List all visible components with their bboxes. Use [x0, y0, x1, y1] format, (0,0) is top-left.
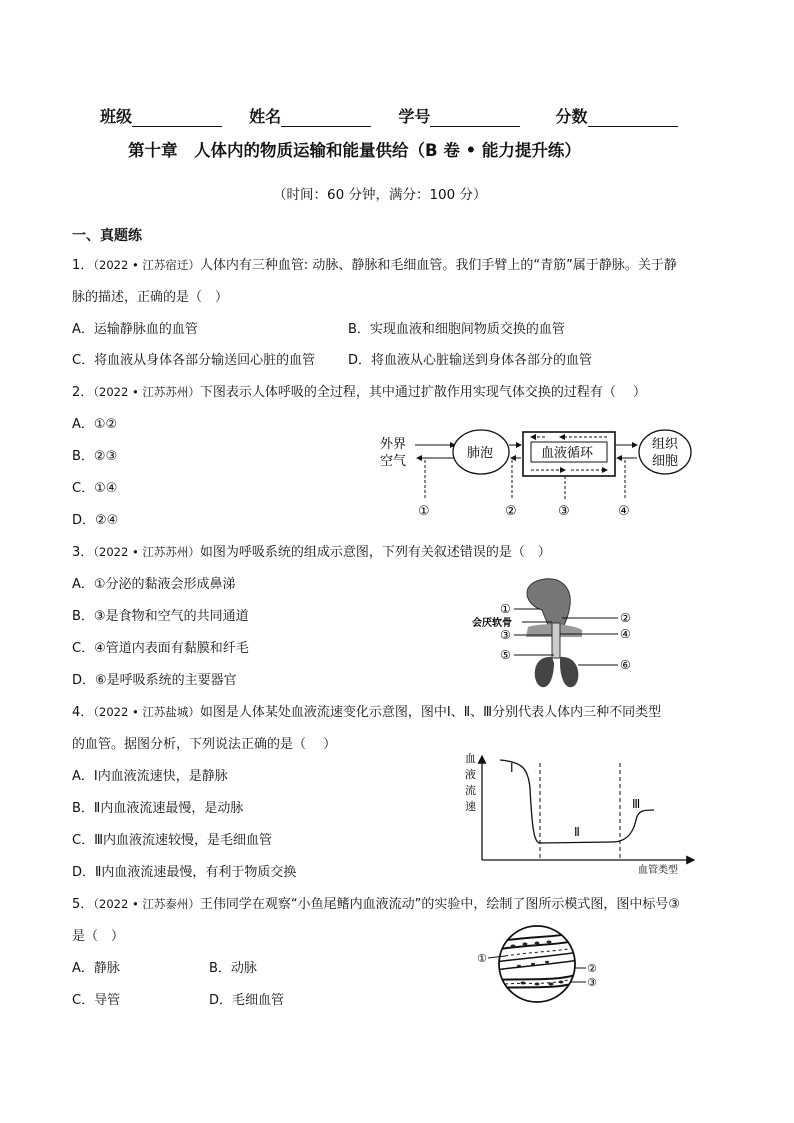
label-3: ③	[587, 976, 597, 989]
q3-source: （2022 • 江苏苏州）	[93, 545, 200, 559]
region-3-label: Ⅲ	[632, 797, 641, 811]
tissue-label-2: 细胞	[652, 454, 679, 469]
q3-option-a[interactable]: A．①分泌的黏液会形成鼻涕	[72, 577, 236, 592]
q4-option-c[interactable]: C．Ⅲ内血液流速较慢，是毛细血管	[72, 833, 273, 848]
q4-stem-text: 如图是人体某处血液流速变化示意图，图中Ⅰ、Ⅱ、Ⅲ分别代表人体内三种不同类型	[199, 705, 662, 720]
region-1-label: Ⅰ	[510, 761, 514, 775]
respiratory-system-diagram	[470, 575, 670, 695]
page-title: 第十章 人体内的物质运输和能量供给（B 卷 • 能力提升练）	[128, 141, 581, 160]
epiglottis-label: 会厌软骨	[472, 618, 512, 629]
class-label: 班级	[100, 107, 133, 126]
q5-option-c[interactable]: C．导管	[72, 993, 121, 1008]
q5-stem-line1	[72, 893, 680, 912]
label-2: ②	[620, 611, 631, 625]
label-1: ①	[500, 602, 511, 616]
q1-source: （2022 • 江苏宿迁）	[93, 258, 200, 272]
q2-stem	[72, 381, 646, 400]
region-2-label: Ⅱ	[574, 825, 580, 839]
q5-option-b[interactable]: B．动脉	[209, 961, 257, 976]
q3-stem	[72, 541, 551, 560]
q2-option-c[interactable]: C．①④	[72, 481, 118, 496]
alveoli-label: 肺泡	[467, 446, 494, 461]
left-lung	[535, 657, 554, 687]
outside-air-label-2: 空气	[380, 454, 407, 469]
respiration-diagram	[375, 420, 705, 520]
header-row	[100, 104, 678, 127]
label-4: ④	[618, 504, 630, 519]
circulation-label: 血液循环	[541, 446, 594, 461]
score-blank[interactable]	[588, 126, 678, 127]
label-1: ①	[477, 952, 487, 965]
q1-stem-line2: 脉的描述，正确的是（ ）	[72, 290, 229, 305]
label-5: ⑤	[500, 648, 511, 662]
label-1: ①	[418, 504, 430, 519]
q4-number: 4．	[72, 705, 94, 720]
ylabel-0: 血	[465, 752, 476, 765]
q2-option-d[interactable]: D．②④	[72, 513, 119, 528]
fish-tail-blood-diagram	[475, 922, 615, 1012]
q1-option-c[interactable]: C．将血液从身体各部分输送回心脏的血管	[72, 353, 316, 368]
label-3: ③	[500, 628, 511, 642]
trachea	[552, 623, 560, 658]
q5-stem-line2: 是（ ）	[72, 929, 125, 944]
q1-number: 1．	[72, 258, 94, 273]
label-2: ②	[587, 962, 597, 975]
q1-stem-line1	[72, 254, 677, 273]
q5-option-d[interactable]: D．毛细血管	[209, 993, 285, 1008]
name-label: 姓名	[249, 107, 282, 126]
q1-option-a[interactable]: A．运输静脉血的血管	[72, 322, 198, 337]
section-heading: 一、真题练	[72, 228, 142, 244]
blood-flow-graph	[462, 748, 702, 878]
q2-option-b[interactable]: B．②③	[72, 449, 118, 464]
q1-option-b[interactable]: B．实现血液和细胞间物质交换的血管	[348, 322, 565, 337]
q4-stem-line1	[72, 701, 661, 720]
q2-source: （2022 • 江苏苏州）	[93, 385, 200, 399]
q4-option-d[interactable]: D．Ⅱ内血液流速最慢，有利于物质交换	[72, 865, 297, 880]
xlabel: 血管类型	[638, 865, 678, 876]
q4-option-a[interactable]: A．Ⅰ内血液流速快，是静脉	[72, 769, 228, 784]
q2-stem-text: 下图表示人体呼吸的全过程，其中通过扩散作用实现气体交换的过程有（ ）	[199, 385, 647, 400]
q5-stem-text: 王伟同学在观察“小鱼尾鳍内血液流动”的实验中，绘制了图所示模式图，图中标号③	[199, 897, 681, 912]
q3-option-b[interactable]: B．③是食物和空气的共同通道	[72, 609, 249, 624]
q4-option-b[interactable]: B．Ⅱ内血液流速最慢，是动脉	[72, 801, 244, 816]
q5-source: （2022 • 江苏泰州）	[93, 897, 200, 911]
ylabel-2: 流	[465, 784, 476, 797]
right-lung	[560, 657, 578, 687]
class-blank[interactable]	[132, 126, 222, 127]
ylabel-3: 速	[465, 800, 476, 813]
q4-source: （2022 • 江苏盐城）	[93, 705, 200, 719]
q3-option-c[interactable]: C．④管道内表面有黏膜和纤毛	[72, 641, 249, 656]
ylabel-1: 液	[465, 768, 476, 781]
outside-air-label-1: 外界	[380, 437, 407, 452]
page-subtitle: （时间：60 分钟，满分：100 分）	[273, 187, 487, 203]
q5-option-a[interactable]: A．静脉	[72, 961, 120, 976]
q1-option-d[interactable]: D．将血液从心脏输送到身体各部分的血管	[348, 353, 593, 368]
q2-number: 2．	[72, 385, 94, 400]
q3-option-d[interactable]: D．⑥是呼吸系统的主要器官	[72, 673, 237, 688]
q3-stem-text: 如图为呼吸系统的组成示意图，下列有关叙述错误的是（ ）	[199, 545, 551, 560]
label-2: ②	[505, 504, 517, 519]
id-label: 学号	[398, 107, 431, 126]
q3-number: 3．	[72, 545, 94, 560]
score-label: 分数	[555, 107, 588, 126]
id-blank[interactable]	[430, 126, 520, 127]
label-4: ④	[620, 627, 631, 641]
q4-stem-line2: 的血管。据图分析，下列说法正确的是（ ）	[72, 737, 337, 752]
name-blank[interactable]	[281, 126, 371, 127]
q1-stem-text: 人体内有三种血管: 动脉、静脉和毛细血管。我们手臂上的“青筋”属于静脉。关于静	[199, 258, 677, 273]
q2-option-a[interactable]: A．①②	[72, 417, 118, 432]
tissue-label-1: 组织	[652, 437, 679, 452]
label-3: ③	[558, 504, 570, 519]
label-6: ⑥	[620, 658, 631, 672]
q5-number: 5．	[72, 897, 94, 912]
